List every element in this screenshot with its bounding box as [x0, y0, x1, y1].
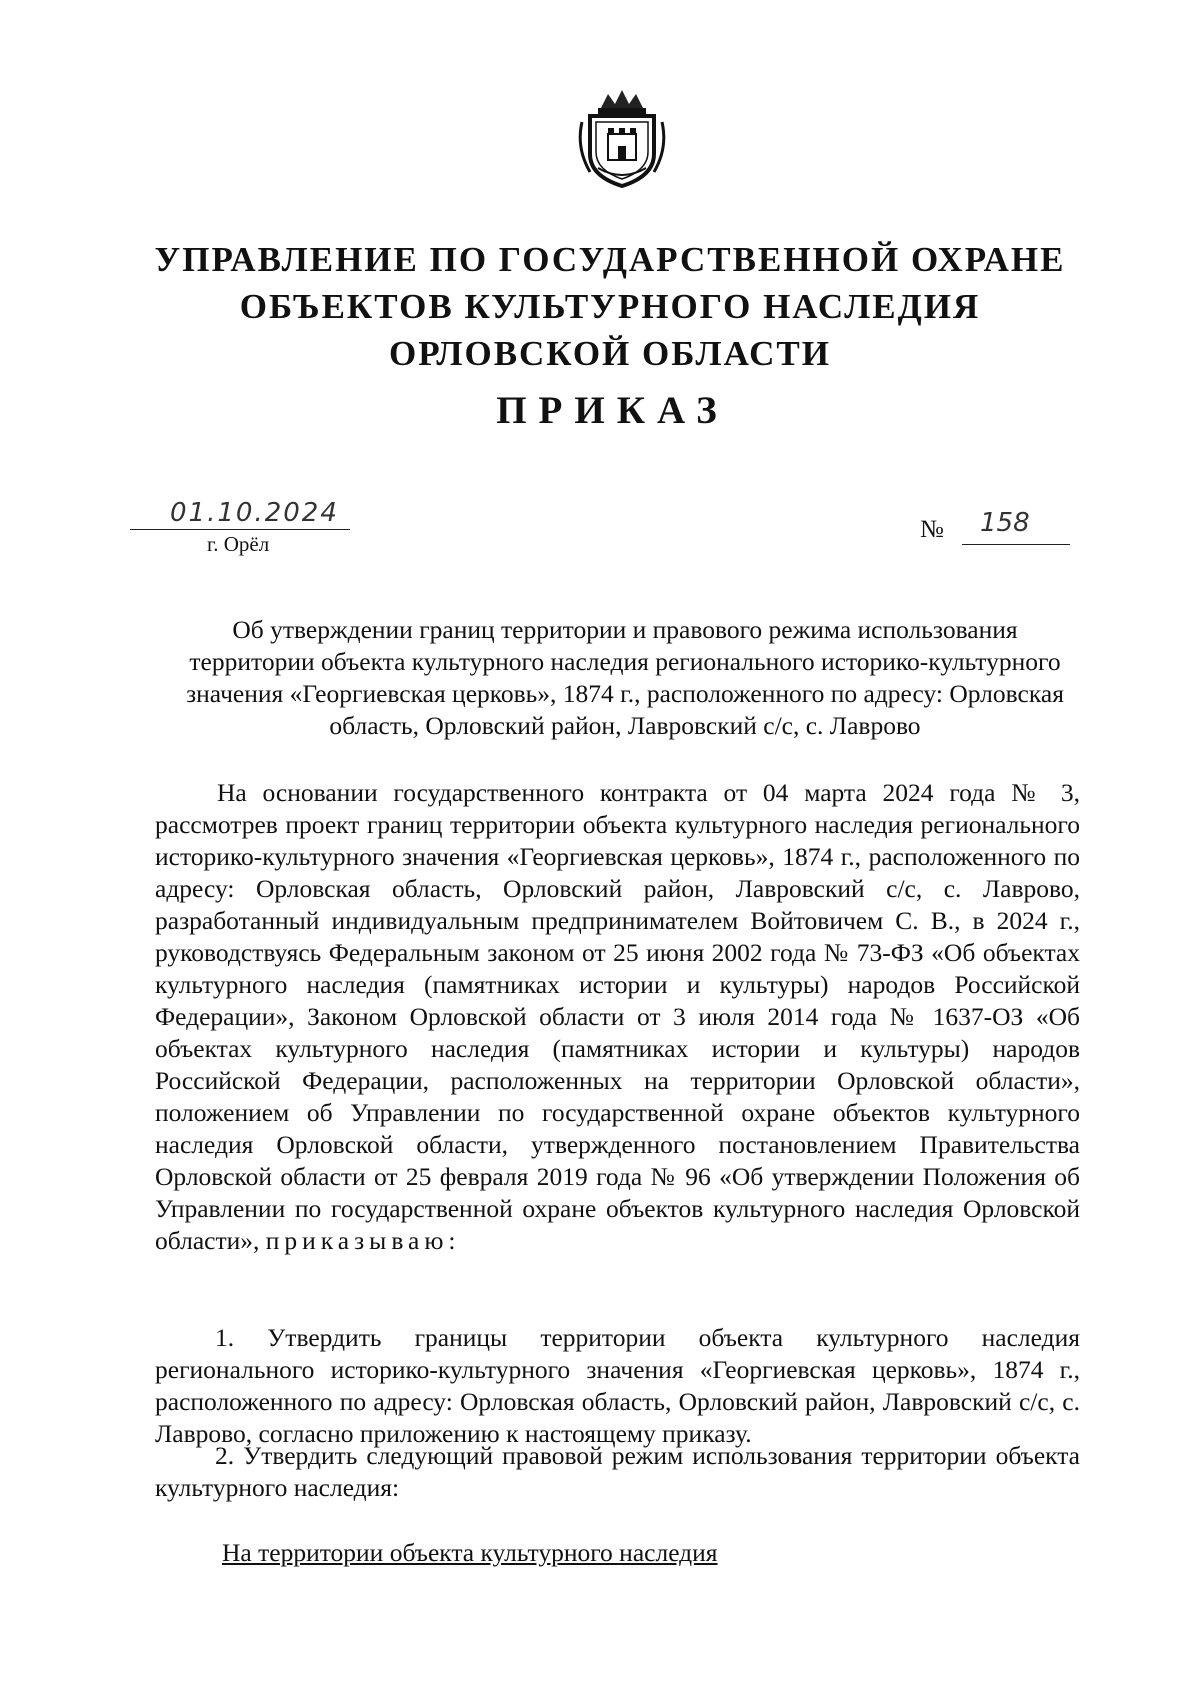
document-type-title: ПРИКАЗ — [496, 389, 729, 432]
number-sign: № — [920, 516, 944, 543]
subject-line-1: Об утверждении границ территории и правового режима использования — [232, 615, 1018, 644]
handwritten-number: 158 — [980, 508, 1030, 538]
coat-of-arms-emblem — [568, 88, 676, 188]
organization-line-1: УПРАВЛЕНИЕ ПО ГОСУДАРСТВЕННОЙ ОХРАНЕ — [154, 240, 1066, 279]
order-item-2: 2. Утвердить следующий правовой режим использования территории объекта культурного наследия: — [155, 1441, 1080, 1502]
preamble-paragraph — [155, 777, 1080, 1257]
organization-line-2: ОБЪЕКТОВ КУЛЬТУРНОГО НАСЛЕДИЯ — [239, 287, 981, 326]
subject-line-4: область, Орловский район, Лавровский с/с, с. Лаврово — [329, 711, 921, 740]
organization-line-3: ОРЛОВСКОЙ ОБЛАСТИ — [389, 334, 831, 373]
document-number-block — [920, 508, 1070, 548]
handwritten-date: 01.10.2024 — [170, 498, 339, 528]
order-item-1: 1. Утвердить границы территории объекта культурного наследия регионального историко-культурного значения «Георгиевская церковь», 1874 г., расположенного по адресу: Орловская область, Орловский район, Лавровский с/с, с. Лаврово, согласно приложению к настоящему приказу. — [155, 1323, 1080, 1448]
section-heading: На территории объекта культурного наследия — [222, 1538, 718, 1567]
date-underline — [130, 529, 350, 530]
order-command: приказываю: — [265, 1226, 461, 1255]
number-underline — [962, 544, 1070, 545]
preamble-text: На основании государственного контракта от 04 марта 2024 года № 3, рассмотрев проект границ территории объекта культурного наследия регионального историко-культурного значения «Георгиевская церковь», 1874 г., расположенного по адресу: Орловская область, Орловский район, Лавровский с/с, с. Лаврово, разработанный индивидуальным предпринимателем Войтовичем С. В., в 2024 г., руководствуясь Федеральным законом от 25 июня 2002 года № 73-ФЗ «Об объектах культурного наследия (памятниках истории и культуры) народов Российской Федерации», Законом Орловской области от 3 июля 2014 года № 1637-ОЗ «Об объектах культурного наследия (памятниках истории и культуры) народов Российской Федерации, расположенных на территории Орловской области», положением об Управлении по государственной охране объектов культурного наследия Орловской области, утвержденного постановлением Правительства Орловской области от 25 февраля 2019 года № 96 «Об утверждении Положения об Управлении по государственной охране объектов культурного наследия Орловской области», — [155, 778, 1080, 1255]
organization-name — [150, 236, 1070, 377]
document-subject — [170, 614, 1080, 742]
city-label: г. Орёл — [207, 532, 270, 556]
subject-line-3: значения «Георгиевская церковь», 1874 г., расположенного по адресу: Орловская — [186, 679, 1064, 708]
subject-line-2: территории объекта культурного наследия регионального историко-культурного — [189, 647, 1061, 676]
orel-oblast-coat-of-arms-icon — [568, 88, 676, 188]
